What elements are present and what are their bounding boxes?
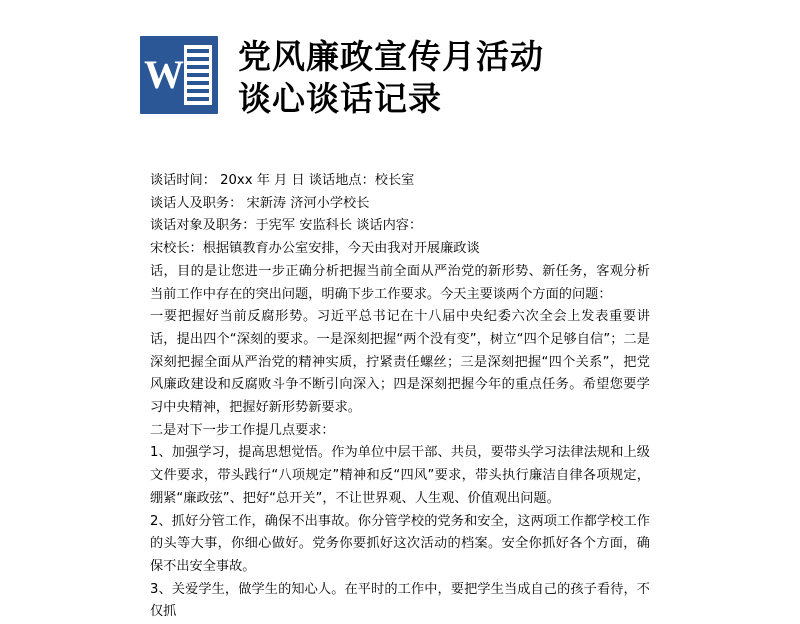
document-paragraph: 二是对下一步工作提几点要求：	[150, 422, 335, 438]
document-paragraph: 宋校长：根据镇教育办公室安排，今天由我对开展廉政谈	[150, 241, 480, 257]
word-icon-letter: W	[144, 52, 184, 97]
document-header	[0, 0, 800, 119]
page-title	[238, 36, 544, 120]
page-title-line-2: 谈心谈话记录	[238, 79, 442, 119]
page-title-line-1: 党风廉政宣传月活动	[238, 37, 544, 76]
document-paragraph: 谈话对象及职务：于宪军 安监科长 谈话内容：	[150, 218, 423, 234]
document-paragraph: 1、加强学习，提高思想觉悟。作为单位中层干部、共员，要带头学习法律法规和上级文件要求，带头践行“八项规定”精神和反“四风”要求，带头执行廉洁自律各项规定，绷紧“廉政弦”、把好“总开关”，不让世界观、人生观、价值观出问题。	[150, 445, 650, 506]
document-paragraph: 话，目的是让您进一步正确分析把握当前全面从严治党的新形势、新任务，客观分析当前工作中存在的突出问题，明确下步工作要求。今天主要谈两个方面的问题：	[150, 263, 650, 302]
word-document-icon	[140, 36, 218, 114]
document-paragraph: 谈话时间： 20xx 年 月 日 谈话地点：校长室	[150, 173, 415, 188]
word-icon-lines	[184, 45, 212, 105]
document-paragraph: 3、关爱学生，做学生的知心人。在平时的工作中，要把学生当成自己的孩子看待，不仅抓	[150, 581, 650, 620]
document-paragraph: 2、抓好分管工作，确保不出事故。你分管学校的党务和安全，这两项工作都学校工作的头等大事，你细心做好。党务你要抓好这次活动的档案。安全你抓好各个方面，确保不出安全事故。	[150, 513, 650, 574]
document-paragraph: 一要把握好当前反腐形势。习近平总书记在十八届中央纪委六次全会上发表重要讲话，提出四个“深刻的要求。一是深刻把握“两个没有变”，树立“四个足够自信”；二是深刻把握全面从严治党的精神实质，拧紧责任螺丝；三是深刻把握“四个关系”，把党风廉政建设和反腐败斗争不断引向深入；四是深刻把握今年的重点任务。希望您要学习中央精神，把握好新形势新要求。	[150, 309, 650, 416]
document-paragraph: 谈话人及职务： 宋新涛 济河小学校长	[150, 195, 370, 211]
document-body	[0, 108, 800, 624]
